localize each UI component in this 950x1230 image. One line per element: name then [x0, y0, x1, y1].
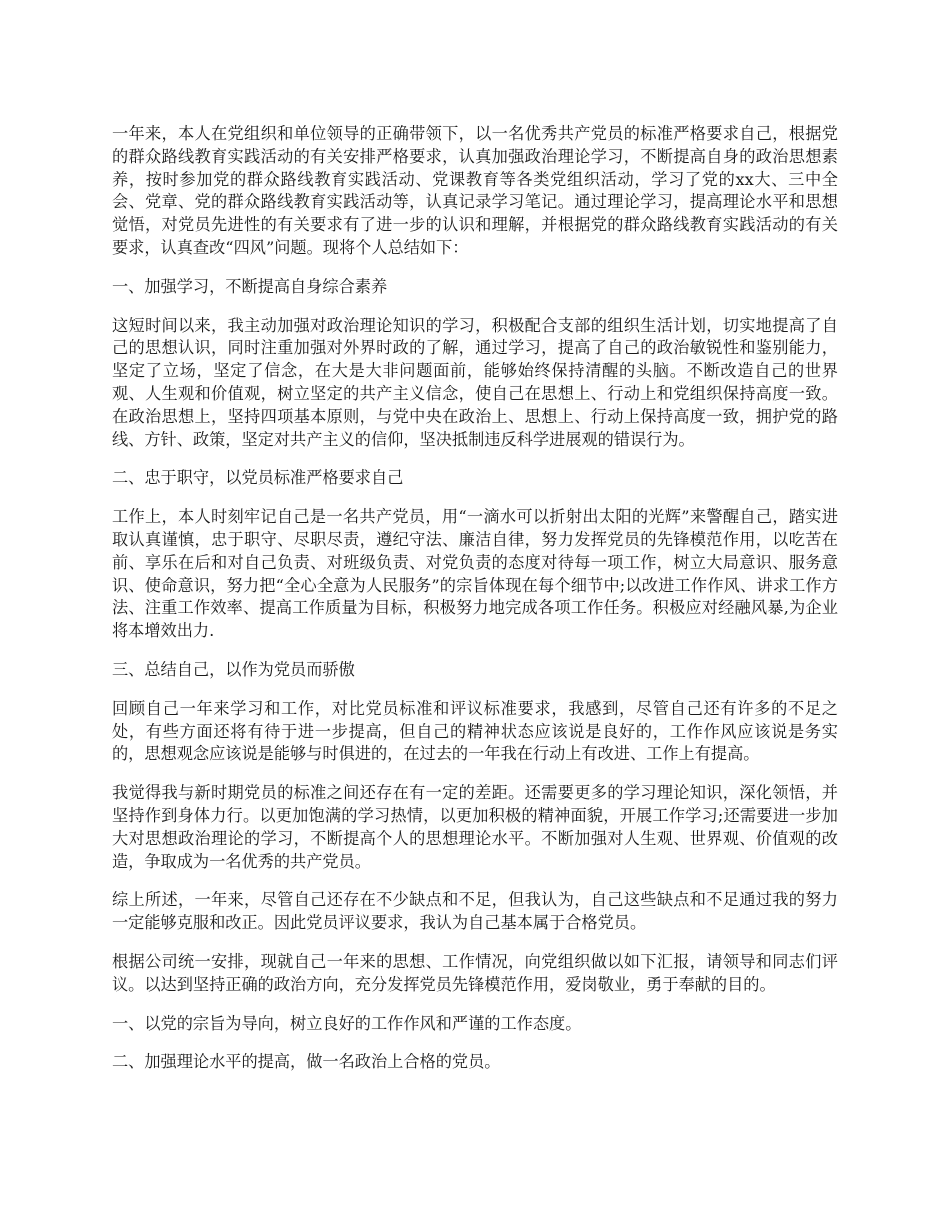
section-heading-2: 二、忠于职守，以党员标准严格要求自己	[112, 468, 404, 488]
section-heading-1: 一、加强学习，不断提高自身综合素养	[112, 276, 388, 296]
intro-paragraph: 一年来，本人在党组织和单位领导的正确带领下，以一名优秀共产党员的标准严格要求自己，根据党的群众路线教育实践活动的有关安排严格要求，认真加强政治理论学习，不断提高自身的政治思想素养，按时参加党的群众路线教育实践活动、党课教育等各类党组织活动，学习了党的xx大、三中全会、党章、党的群众路线教育实践活动等，认真记录学习笔记。通过理论学习，提高理论水平和思想觉悟，对党员先进性的有关要求有了进一步的认识和理解，并根据党的群众路线教育实践活动的有关要求，认真查改“四风”问题。现将个人总结如下：	[112, 124, 838, 257]
summary-paragraph: 综上所述，一年来，尽管自己还存在不少缺点和不足，但我认为，自己这些缺点和不足通过我的努力一定能够克服和改正。因此党员评议要求，我认为自己基本属于合格党员。	[112, 890, 838, 933]
section-3-paragraph-2: 我觉得我与新时期党员的标准之间还存在有一定的差距。还需要更多的学习理论知识，深化领悟，并坚持作到身体力行。以更加饱满的学习热情，以更加积极的精神面貌，开展工作学习;还需要进一步加大对思想政治理论的学习，不断提高个人的思想理论水平。不断加强对人生观、世界观、价值观的改造，争取成为一名优秀的共产党员。	[112, 783, 838, 871]
report-intro-paragraph: 根据公司统一安排，现就自己一年来的思想、工作情况，向党组织做以如下汇报，请领导和同志们评议。以达到坚持正确的政治方向，充分发挥党员先锋模范作用，爱岗敬业，勇于奉献的目的。	[112, 951, 838, 994]
section-heading-3: 三、总结自己，以作为党员而骄傲	[112, 659, 355, 679]
report-heading-1: 一、以党的宗旨为导向，树立良好的工作作风和严谨的工作态度。	[112, 1013, 582, 1033]
document-body	[112, 123, 838, 1090]
section-1-paragraph: 这短时间以来，我主动加强对政治理论知识的学习，积极配合支部的组织生活计划，切实地提高了自己的思想认识，同时注重加强对外界时政的了解，通过学习，提高了自己的政治敏锐性和鉴别能力，坚定了立场，坚定了信念，在大是大非问题面前，能够始终保持清醒的头脑。不断改造自己的世界观、人生观和价值观，树立坚定的共产主义信念，使自己在思想上、行动上和党组织保持高度一致。在政治思想上，坚持四项基本原则，与党中央在政治上、思想上、行动上保持高度一致，拥护党的路线、方针、政策，坚定对共产主义的信仰，坚决抵制违反科学进展观的错误行为。	[112, 315, 838, 449]
section-3-paragraph-1: 回顾自己一年来学习和工作，对比党员标准和评议标准要求，我感到，尽管自己还有许多的不足之处，有些方面还将有待于进一步提高，但自己的精神状态应该说是良好的，工作作风应该说是务实的，思想观念应该说是能够与时俱进的，在过去的一年我在行动上有改进、工作上有提高。	[112, 698, 838, 764]
section-2-paragraph: 工作上，本人时刻牢记自己是一名共产党员，用“一滴水可以折射出太阳的光辉”来警醒自己，踏实进取认真谨慎，忠于职守、尽职尽责，遵纪守法、廉洁自律，努力发挥党员的先锋模范作用，以吃苦在前、享乐在后和对自己负责、对班级负责、对党负责的态度对待每一项工作，树立大局意识、服务意识、使命意识，努力把“全心全意为人民服务”的宗旨体现在每个细节中;以改进工作作风、讲求工作方法、注重工作效率、提高工作质量为目标，积极努力地完成各项工作任务。积极应对经融风暴,为企业将本增效出力.	[112, 507, 838, 641]
report-heading-2: 二、加强理论水平的提高，做一名政治上合格的党员。	[112, 1052, 501, 1072]
